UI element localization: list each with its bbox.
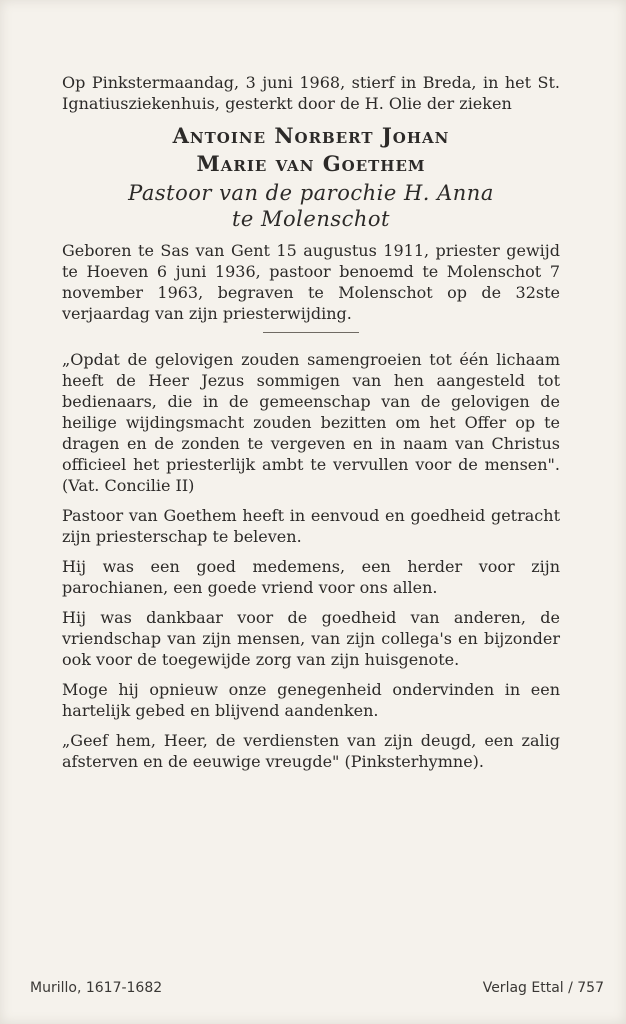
card-footer [30,980,604,996]
role-title [62,180,560,232]
closing-prayer: „Geef hem, Heer, de verdiensten van zijn deugd, een zalig afsterven en de eeuwige vreugde" (Pinksterhymne). [62,731,560,771]
divider-line [263,332,359,333]
publisher-credit: Verlag Ettal / 757 [482,980,604,996]
deceased-name-line-1: Antoine Norbert Johan [172,123,450,148]
role-line-1: Pastoor van de parochie H. Anna [128,181,494,205]
artist-credit: Murillo, 1617-1682 [30,980,163,996]
quote-paragraph: „Opdat de gelovigen zouden samengroeien tot één lichaam heeft de Heer Jezus sommigen van hen aangesteld tot bedienaars, die in de gemeenschap van de gelovigen de heilige wijdingsmacht zouden bezitten om het Offer op te dragen en de zonden te vergeven en in naam van Christus officieel het priesterlijk ambt te vervullen voor de mensen". (Vat. Concilie II) [62,350,560,495]
card-content [62,72,560,781]
tribute-paragraph-3: Hij was dankbaar voor de goedheid van anderen, de vriendschap van zijn mensen, van zijn collega's en bijzonder ook voor de toegewijde zorg van zijn huisgenote. [62,608,560,669]
tribute-paragraph-1: Pastoor van Goethem heeft in eenvoud en goedheid getracht zijn priesterschap te beleven. [62,506,560,546]
deceased-name-line-2: Marie van Goethem [196,151,426,176]
tribute-paragraph-4: Moge hij opnieuw onze genegenheid ondervinden in een hartelijk gebed en blijvend aandenken. [62,680,560,720]
tribute-paragraph-2: Hij was een goed medemens, een herder voor zijn parochianen, een goede vriend voor ons allen. [62,557,560,597]
biography-text: Geboren te Sas van Gent 15 augustus 1911, priester gewijd te Hoeven 6 juni 1936, pastoor benoemd te Molenschot 7 november 1963, begraven te Molenschot op de 32ste verjaardag van zijn priesterwijding. [62,241,560,323]
intro-text: Op Pinkstermaandag, 3 juni 1968, stierf in Breda, in het St. Ignatiusziekenhuis, gesterkt door de H. Olie der zieken [62,73,560,113]
role-line-2: te Molenschot [231,207,390,231]
